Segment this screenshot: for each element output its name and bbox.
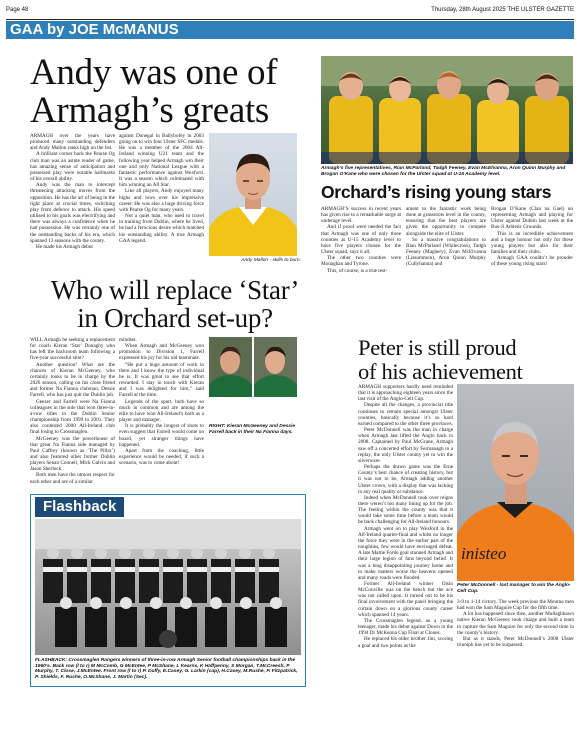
five-players-photo-icon — [321, 56, 573, 164]
andy-headline-line2: Armagh’s greats — [30, 90, 270, 132]
star-col1-p2: Geezer and Farrell were Na Fianna colleagues in the side that won three-in-a-row titles in the Dublin Senior championship from 1999 to 2001. They also contested 2000 All-Ireland club final losing to Crossmaglen. — [30, 398, 115, 436]
orchard-col3 — [491, 206, 573, 268]
star-caption: RIGHT: Kieran McGeeney and Dessie Farrell back in their Na Fianna days. — [209, 424, 296, 435]
orchard-col3-p1: This is an incredible achievement and a huge honour not only for these young players but also for their families and their clubs. — [491, 230, 573, 256]
peter-col2-p2: But as it stands, Peter McDonnell’s 2008 Ulster triumph has yet to be surpassed. — [457, 635, 574, 649]
star-col2 — [119, 337, 204, 483]
star-col1-p3: McGeeney was the powerhouse of that great Na Fianna side managed by Paul Caffrey (known as ‘The Pillar’) and also featured other former Dublin players Senan Connell, Mick Galvin and Jason Sherlock. — [30, 435, 115, 473]
andy-col2-p0: against Donegal in Ballybofey in 2003 going on to win four Ulster SFC medals. He was a member of the 2004 All-Ireland winning U21 team and the following year helped Armagh win their one and only National League with a fantastic performance against Wexford. It was a season which culminated with him winning an All Star. — [119, 133, 204, 189]
peter-headline — [358, 335, 574, 384]
andy-col2-p2: Not a quiet man, who used to travel to training from Dublin, where he lived, he had a ferocious desire which matched his outstanding ability. A true Armagh GAA legend. — [119, 213, 204, 244]
team-photo-icon — [35, 519, 301, 655]
star-col1-p1: Another question! What are the chances of Kieran McGeeney, who certainly looks to be in charge by the 2026 season, calling on his close friend and former Na Fianna clubman, Dessie Farrell, who has just quit the Dublin job. — [30, 361, 115, 399]
mcgeeney-photo — [209, 337, 252, 397]
andy-portrait-icon — [209, 133, 297, 256]
andy-headline — [30, 52, 320, 132]
jersey-text: inisteo — [461, 544, 507, 563]
andy-col1-p0: ARMAGH over the years have produced many outstanding defenders and Andy Mallon ranks high on the list. — [30, 133, 115, 152]
peter-col1-p2: Peter McDonnell was the man in charge when Armagh last lifted the Anglo back in 2008. Captained by Paul McGrane, Armagh saw off a concerted effort by Fermanagh in a replay, the only Ulster county yet to win the silverware. — [358, 427, 453, 464]
star-col1 — [30, 337, 115, 483]
farrell-portrait-icon — [254, 337, 297, 397]
mcgeeney-portrait-icon — [209, 337, 252, 397]
star-headline-line2: in Orchard set-up? — [77, 302, 273, 333]
crossmaglen-team-photo — [35, 519, 301, 655]
peter-mcdonnell-photo — [457, 384, 574, 581]
column-band: GAA by JOE McMANUS — [6, 21, 574, 39]
star-col2-p2: “He put a huge amount of work in there and I know the type of individual he is. It was great to see that effort rewarded. I stay in touch with Kieran and I was delighted for him,” said Farrell at the time. — [119, 361, 204, 399]
andy-col1-p2: Andy was the man to intercept threatening attacking moves from the opposition. He has the art of being in the right place at crucial times, switching play from defence to attack. His speed utilised to his goals was electrifying and there was always a confidence when he had possession. He was certainly one of the outstanding backs of his era, which spanned 13 seasons with the county. — [30, 182, 115, 244]
star-col2-p3: Legends of the sport, both have so much in common and are among the elite to have won All-Ireland’s both as a player and manager. — [119, 398, 204, 424]
andy-mallon-photo — [209, 133, 297, 256]
andy-col2 — [119, 133, 204, 257]
peter-col2-p1: A lot has happened since then, another Mullaghbawn native Kieran McGeeney took charge and built a team to capture the Sam Maguire for only the second time in the county’s history. — [457, 611, 574, 636]
dateline: Thursday, 28th August 2025 THE ULSTER GAZETTE — [431, 6, 574, 13]
orchard-col2-p1: So a massive congratulations to Rian McParland (Whitecross), Tadgh Feeney (Maghery), Evan McElvanna (Lissummon), Aron Quinn Murphy (Cullyhanna) and — [406, 236, 486, 268]
andy-headline-line1: Andy was one of — [30, 52, 278, 93]
peter-col1-p4: Indeed when McDonnell took over reigns there weren’t too many lining up for the job. The feeling within the county was that it would take some time before a team would be back challenging for All-Ireland honours. — [358, 494, 453, 526]
flashback-box — [30, 494, 306, 687]
orchard-col3-p2: Armagh GAA couldn’t be prouder of these young rising stars! — [491, 255, 573, 268]
andy-col1-p1: A brilliant corner back the Pearse Og club man was an astute reader of game, has amazing sense of anticipation and possessed play were notable hallmarks of his overall ability. — [30, 151, 115, 183]
star-col2-p1: When Armagh and McGeeney won promotion to Division 1, Farrell expressed his joy for his old teammate. — [119, 343, 204, 362]
orchard-col2 — [406, 206, 486, 268]
orchard-col1-p2: The other two counties were Monaghan and Tyrone. — [321, 255, 401, 268]
peter-headline-line2: of his achievement — [358, 358, 523, 384]
peter-col1-p3: Perhaps the drawn game was the Erne County’s best chance of creating history, but it was not to be, Armagh adding another Ulster crown, with a display that was lacking in any real quality or substance. — [358, 464, 453, 495]
orchard-headline: Orchard’s rising young stars — [321, 182, 552, 202]
orchard-col1-p1: And if proof were needed the fact that Armagh was one of only three counties at U-15 Academy level to have five players chosen for the Ulster squad, says it all. — [321, 224, 401, 256]
peter-col2-p0: 3-9 to 1-14 victory. The week previous the Mourne men had won the Sam Maguire Cup for the fifth time. — [457, 599, 574, 612]
peter-col1-p5: Armagh went on to play Wexford in the All-Ireland quarter-final and whilst no longer the force they were in the earlier part of the noughties, few would have envisaged defeat. A late Mattie Forde goal stunned Armagh and their large legion of fans beyond belief. It was a long disappointing journey home and to make matters worse the heavens opened and many roads were flooded. — [358, 525, 453, 581]
page-number: Page 48 — [6, 6, 29, 13]
peter-caption: Peter McDonnell - last manager to win the Anglo-Celt Cup. — [457, 583, 571, 594]
peter-headline-line1: Peter is still proud — [358, 335, 517, 360]
squad-caption: Armagh’s five representatives, Rian McParland, Tadgh Feeney, Evan McElvanna, Aron Quinn Murphy and Brogan O’Kane who were chosen for the Ulster squad at U-15 Academy level. — [321, 166, 566, 177]
flashback-caption: FLASHBACK: Crossmaglen Rangers winners of three-in-row Armagh Senior football championships back in the 1960’s. Back row (l to r) M McComb, G McEntee, P McShane, L Kearns, K Haffpenny, S Morgan, T.McCreesh, P Murphy, T. Close, J.McEntee. Front row (l to r) P. Duffy, E.Casey, G. Larkin (cap), H.Casey, M.Rushe, P. Fitzpatrick, P. Shields, F. Rushe, O.McShane, J. Martin (Sec). — [35, 658, 298, 680]
star-headline — [30, 275, 320, 333]
orchard-col2-p0: ament to the fantastic work being done at grassroots level in the county, ensuring that the best players are given the opportunity to compete alongside the elite of Ulster. — [406, 206, 486, 237]
peter-col1-p8: He replaced his older brother Jim, scoring a goal and two points as the — [358, 636, 453, 649]
peter-col2 — [457, 599, 574, 731]
andy-caption: Andy Mallon - skills to burn. — [241, 258, 301, 263]
star-col2-p5: Apart from the coaching, little experience would be needed, if such a scenario, was to come about! — [119, 447, 204, 467]
star-col2-p4: It is probably the longest of shots to even suggest that Farrell would come on board, yet stranger things have happened. — [119, 423, 204, 448]
orchard-col1-p0: ARMAGH’S success in recent years has given rise to a remarkable surge at underage level. — [321, 206, 401, 225]
peter-col1-p1: Despite all the changes, a provincial title continues to remain special amongst Ulster counties, basically because it’s so hard earned compared to the other three provinces. — [358, 402, 453, 427]
andy-col2-p1: Like all players, Andy enjoyed many highs and lows over his impressive career. He was also a huge driving force with Pearse Og for many years. — [119, 188, 204, 213]
flashback-label: Flashback — [35, 497, 124, 517]
masthead — [6, 0, 574, 20]
peter-col1-p6: Former All-Ireland winner Oisin McConville was on the bench but the ace was not called upon. It turned out to be his final involvement with the panel bringing the curtain down on a glorious county career which spanned 14 years. — [358, 581, 453, 618]
star-headline-line1: Who will replace ‘Star’ — [50, 275, 300, 305]
star-col1-p4: Both men have the utmost respect for each other and are of a similar — [30, 472, 115, 485]
farrell-photo — [254, 337, 297, 397]
orchard-col3-p0: Brogan O’Kane (Clan na Gael) on representing Armagh and playing for Ulster against Dublin last week at the Bus-Ji Athletic Grounds. — [491, 206, 573, 231]
peter-col1-p7: The Crossmaglen legend, as a young teenager, made his debut against Down in the 1994 Dr McKenna Cup Final at Clones. — [358, 617, 453, 637]
orchard-col1 — [321, 206, 401, 274]
peter-col1 — [358, 384, 453, 730]
star-col1-p0: WILL Armagh be seeking a replacement for coach Kieran ‘Star’ Donaghy who has left the backroom team following a five-year successful stint? — [30, 337, 115, 362]
orchard-col1-p3: This, of course, is a true test- — [327, 267, 388, 274]
andy-col1 — [30, 133, 115, 257]
andy-col1-p3: He made his Armagh debut — [36, 243, 93, 250]
ulster-squad-photo — [321, 56, 573, 164]
star-col2-p0: mindset. — [119, 337, 137, 343]
peter-col1-p0: ARMAGH supporters hardly need reminded that it is approaching eighteen years since the last visit of the Anglo-Celt Cup. — [358, 384, 453, 403]
